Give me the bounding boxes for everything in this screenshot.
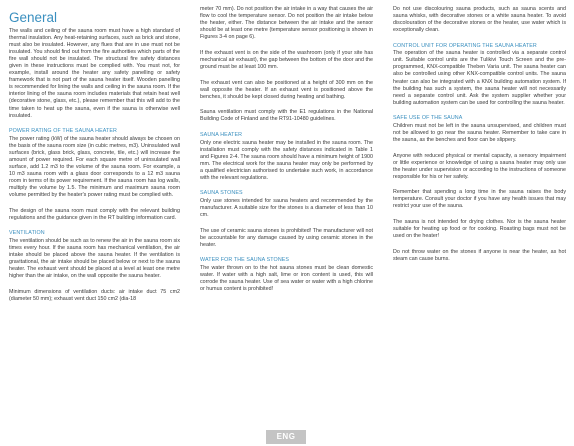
section-heading: SAUNA HEATER: [200, 131, 243, 138]
paragraph: The operation of the sauna heater is controlled via a separate control unit. Suitable control units are the Tulikivi Touch Screen and the pre-programmed, KNX-compatible Theben Varia unit. The sauna heater can also be controlled using other KNX-compatible control units. The sauna heater can also be integrated with a KNX building automation system. If the building has such a system, the sauna heater will not necessarily need a separate control unit. Ask the system supplier whether your building automation system can be used for controlling the sauna heater.: [393, 50, 566, 106]
section-heading: VENTILATION: [9, 230, 45, 237]
column-3: [393, 6, 566, 272]
column-2: [200, 6, 373, 302]
paragraph: The water thrown on to the hot sauna stones must be clean domestic water. If water with a high salt, lime or iron content is used, this will corrode the sauna heater. Use of sea water or water with a high chlorine or humus content is prohibited!: [200, 264, 373, 293]
section-heading: WATER FOR THE SAUNA STONES: [200, 257, 290, 264]
paragraph: Children must not be left in the sauna unsupervised, and children must not be allowed to go near the sauna heater. Remember to take care in the sauna, as the benches and floor can be slippery.: [393, 122, 566, 143]
section-heading: SAFE USE OF THE SAUNA: [393, 115, 463, 122]
paragraph: Do not use discolouring sauna products, such as sauna scents and sauna whisks, with decorative stones or a white sauna heater. To avoid discolouration of the decorative stones or the heater, use water which is exceptionally clean.: [393, 6, 566, 34]
column-1: [9, 6, 180, 312]
paragraph: The sauna is not intended for drying clothes. Nor is the sauna heater suitable for heating up food or for cooking. Roasting bags must not be used on the heater!: [393, 219, 566, 240]
paragraph: The walls and ceiling of the sauna room must have a high standard of thermal insulation. Any heat-retaining surfaces, such as brick and stone, must also be insulated. However, any flues that are in use must not be insulated. You should find out from the fire authorities which parts of the fire wall should not be insulated. The structural fire safety distances given in these instructions must be complied with. You must not, for example, install around the heater any safety panelling or safety framework that is not part of the sauna heater itself. Wooden panelling is recommended for lining the walls and ceiling in the sauna room. If the interior lining of the sauna room includes materials that retain heat well (decorative stone, glass, etc.), please remember that this will add to the time taken to heat up the sauna, even if the sauna is otherwise well insulated.: [9, 28, 180, 119]
paragraph: Only use stones intended for sauna heaters and recommended by the manufacturer. A suitable size for the stones is a diameter of less than 10 cm.: [200, 197, 373, 219]
paragraph: Minimum dimensions of ventilation ducts: air intake duct 75 cm2 (diameter 50 mm); exhaust vent duct 150 cm2 (dia-18: [9, 288, 180, 302]
page-title: General: [9, 10, 58, 25]
paragraph: meter 70 mm). Do not position the air intake in a way that causes the air flow to cool the temperature sensor. Do not position the air intake below the heater, either. The distance between the air intake and the sensor should be at least one metre (temperature sensor positioning is shown in Figures 3-4 on page 6).: [200, 6, 373, 41]
paragraph: Do not throw water on the stones if anyone is near the heater, as hot steam can cause burns.: [393, 248, 566, 262]
paragraph: The use of ceramic sauna stones is prohibited! The manufacturer will not be accountable for any damage caused by using ceramic stones in the heater.: [200, 227, 373, 248]
column-2-body: [200, 6, 373, 293]
paragraph: The design of the sauna room must comply with the relevant building regulations and the guidance given in the RT building information card.: [9, 207, 180, 221]
section-heading: CONTROL UNIT FOR OPERATING THE SAUNA HEATER: [393, 42, 537, 49]
paragraph: The power rating (kW) of the sauna heater should always be chosen on the basis of the sauna room size (in cubic metres, m3). Uninsulated wall surfaces (brick, glass brick, glass, concrete, tile, etc.) will increase the amount of power required. For each square metre of uninsulated wall surface, add 1.2 m3 to the volume of the sauna room. For example, a 10 m3 sauna room with a glass door corresponds to a 12 m3 sauna room in terms of its power requirement. If the sauna room has log walls, multiply the volume by 1.5. The minimum and maximum sauna room volume permitted by the heater's power rating must be complied with.: [9, 135, 180, 199]
section-heading: POWER RATING OF THE SAUNA HEATER: [9, 128, 118, 135]
paragraph: Anyone with reduced physical or mental capacity, a sensory impairment or little experience or knowledge of using a sauna heater may only use the heater under supervision or according to the instructions of someone responsible for his or her safety.: [393, 152, 566, 180]
paragraph: Only one electric sauna heater may be installed in the sauna room. The installation must comply with the safety distances indicated in Table 1 and Figures 2-4. The sauna room should have a minimum height of 1900 mm. The electrical work for the sauna heater may only be performed by a qualified electrician authorised to undertake such work, in accordance with the relevant regulations.: [200, 139, 373, 181]
paragraph: Remember that spending a long time in the sauna raises the body temperature. Consult your doctor if you have any health issues that may restrict your use of the sauna.: [393, 189, 566, 210]
paragraph: Sauna ventilation must comply with the E1 regulations in the National Building Code of Finland and the RT91-10480 guidelines.: [200, 109, 373, 123]
paragraph: The ventilation should be such as to renew the air in the sauna room six times every hour. If the sauna room has mechanical ventilation, the air intake should be placed above the sauna heater. If the ventilation is gravitational, the air intake should be placed below or next to the sauna heater. The exhaust vent should be placed at a level at least one metre higher than the air intake, on the wall opposite the sauna heater.: [9, 238, 180, 280]
paragraph: If the exhaust vent is on the side of the washroom (only if your site has mechanical air exhaust), the gap between the bottom of the door and the ground must be at least 100 mm.: [200, 49, 373, 70]
column-1-body: [9, 28, 180, 303]
language-tab: ENG: [266, 430, 306, 444]
paragraph: The exhaust vent can also be positioned at a height of 300 mm on the wall opposite the heater. If an exhaust vent is positioned above the benches, it should be kept closed during heating and bathing.: [200, 79, 373, 100]
section-heading: SAUNA STONES: [200, 190, 243, 197]
column-3-body: [393, 6, 566, 263]
